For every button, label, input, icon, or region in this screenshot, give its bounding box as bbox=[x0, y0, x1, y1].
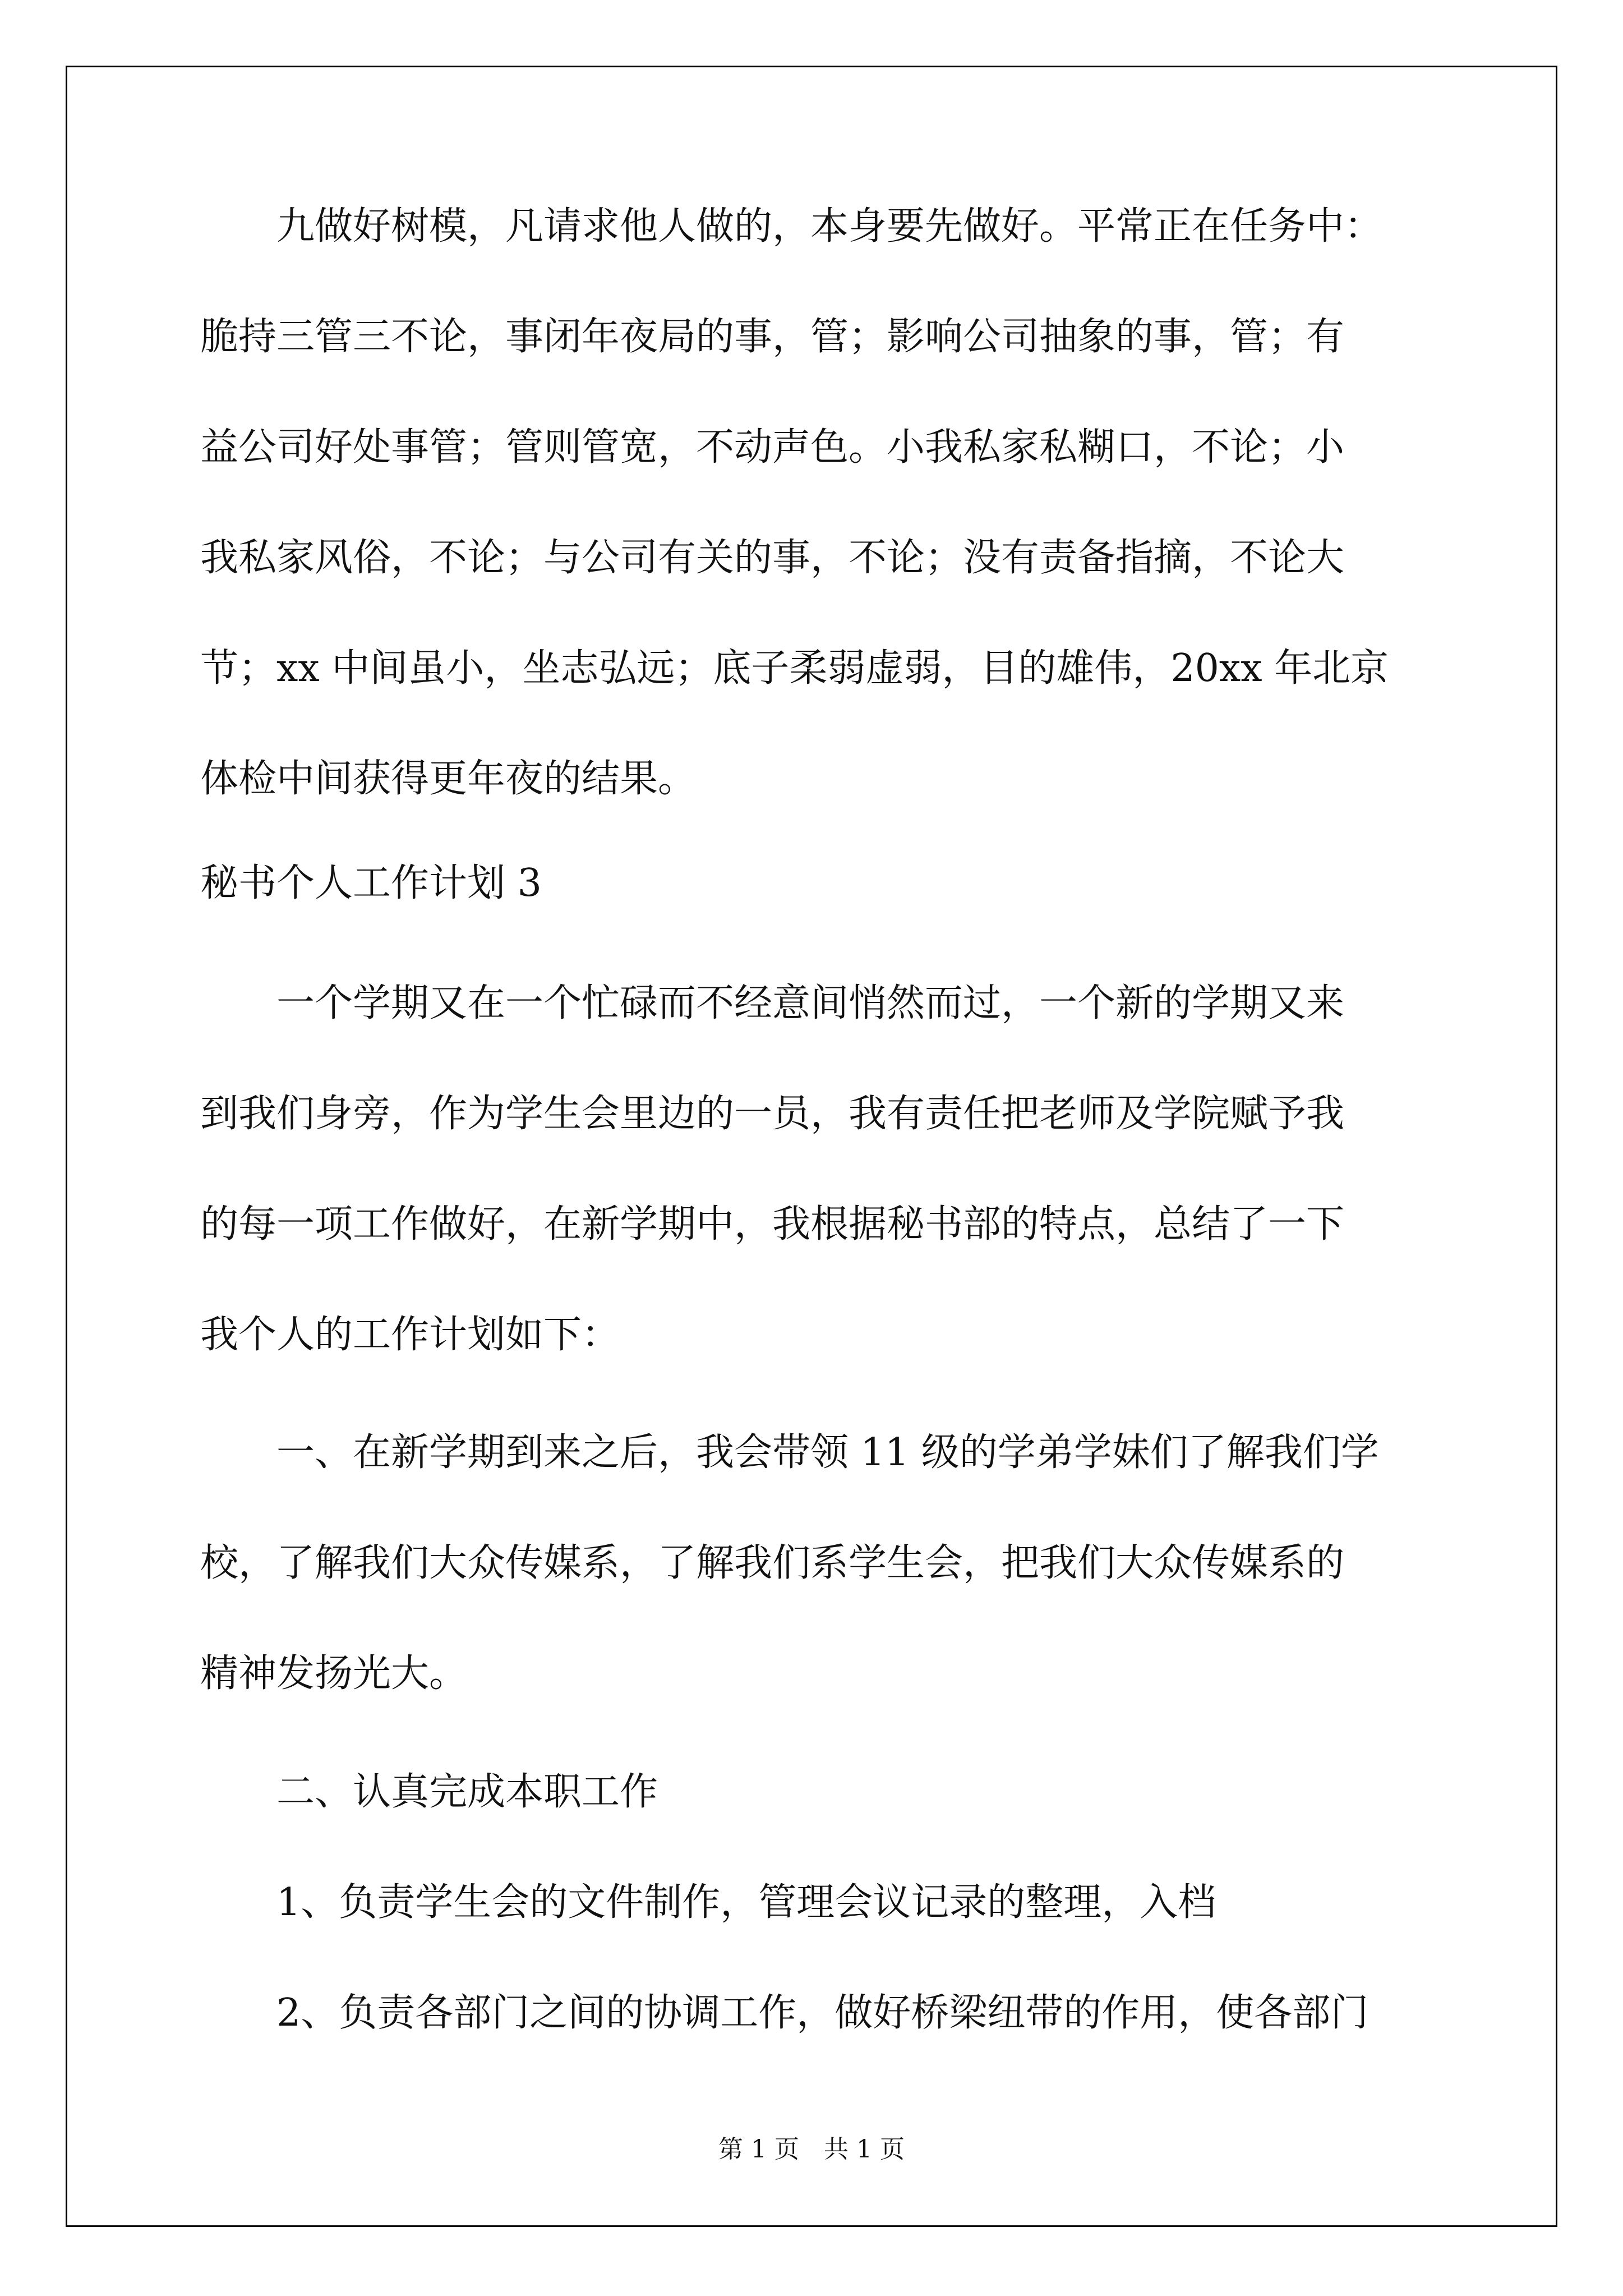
text-line: 体检中间获得更年夜的结果。 bbox=[200, 757, 697, 801]
document-body bbox=[200, 204, 1428, 2035]
text-line: 节；xx 中间虽小，坐志弘远；底子柔弱虚弱，目的雄伟，20xx 年北京 bbox=[200, 646, 1389, 691]
page-number: 第 1 页 共 1 页 bbox=[718, 2135, 905, 2164]
text-line: 一个学期又在一个忙碌而不经意间悄然而过，一个新的学期又来 bbox=[200, 981, 1345, 1025]
text-line: 我个人的工作计划如下： bbox=[200, 1313, 620, 1357]
text-line: 精神发扬光大。 bbox=[200, 1651, 468, 1696]
text-line: 校，了解我们大众传媒系，了解我们系学生会，把我们大众传媒系的 bbox=[200, 1541, 1345, 1585]
text-line: 我私家风俗，不论；与公司有关的事，不论；没有责备指摘，不论大 bbox=[200, 536, 1345, 580]
text-line: 一、在新学期到来之后，我会带领 11 级的学弟学妹们了解我们学 bbox=[200, 1430, 1379, 1475]
list-heading: 二、认真完成本职工作 bbox=[200, 1770, 658, 1814]
text-line: 到我们身旁，作为学生会里边的一员，我有责任把老师及学院赋予我 bbox=[200, 1092, 1345, 1136]
list-item: 2、负责各部门之间的协调工作，做好桥梁纽带的作用，使各部门 bbox=[200, 1991, 1369, 2035]
list-item: 1、负责学生会的文件制作，管理会议记录的整理，入档 bbox=[200, 1880, 1216, 1925]
text-line: 的每一项工作做好，在新学期中，我根据秘书部的特点，总结了一下 bbox=[200, 1202, 1345, 1246]
page-footer bbox=[0, 2137, 1623, 2162]
text-line: 九做好树模，凡请求他人做的，本身要先做好。平常正在任务中： bbox=[200, 204, 1383, 249]
text-line: 益公司好处事管；管则管宽，不动声色。小我私家私糊口，不论；小 bbox=[200, 425, 1345, 470]
text-line: 脆持三管三不论，事闭年夜局的事，管；影响公司抽象的事，管；有 bbox=[200, 315, 1345, 359]
section-heading: 秘书个人工作计划 3 bbox=[200, 861, 542, 905]
